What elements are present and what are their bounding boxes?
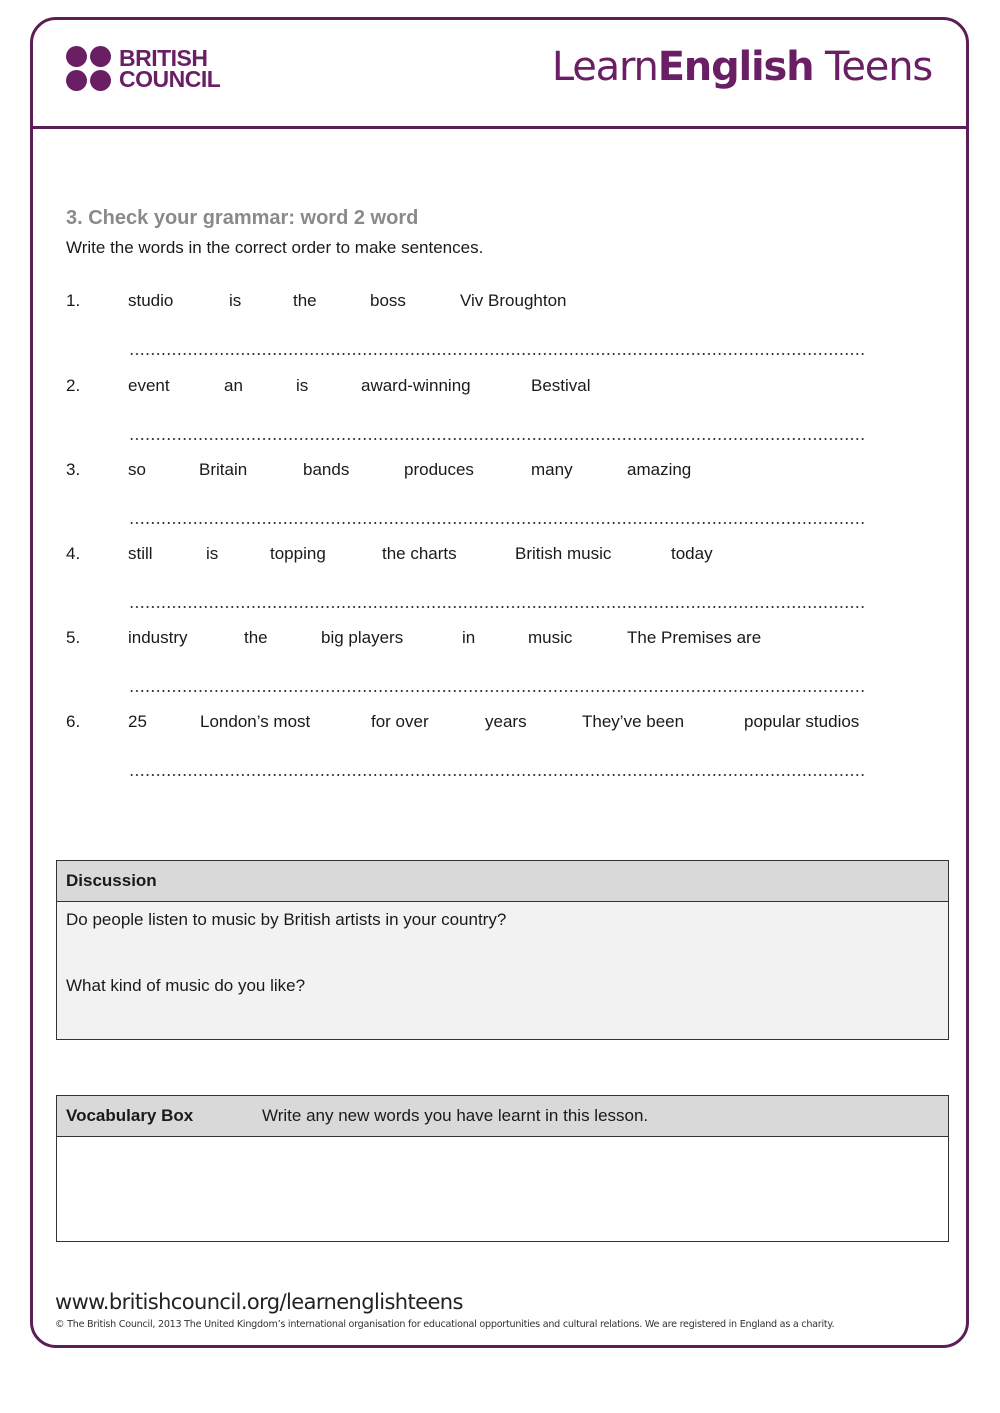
exercise-item-1 (66, 291, 946, 313)
exercise-item-2 (66, 376, 946, 398)
header-divider (30, 126, 969, 129)
word-tile: today (671, 544, 713, 563)
word-tile: still (128, 544, 153, 563)
exercise-item-4 (66, 544, 946, 566)
word-tile: Britain (199, 460, 248, 479)
word-tile: many (531, 460, 573, 479)
exercise-item-5 (66, 628, 946, 650)
discussion-box (56, 860, 949, 1040)
word-tile: bands (303, 460, 350, 479)
item-number: 4. (66, 544, 81, 563)
exercise-item-6 (66, 712, 946, 734)
logo-english: English (657, 44, 814, 90)
word-tile: so (128, 460, 146, 479)
footer-url[interactable]: www.britishcouncil.org/learnenglishteens (55, 1290, 463, 1314)
discussion-question-2: What kind of music do you like? (66, 976, 306, 995)
word-tile: music (528, 628, 573, 647)
answer-line-1[interactable] (129, 353, 864, 355)
answer-line-2[interactable] (129, 438, 864, 440)
discussion-header (57, 861, 948, 902)
word-tile: London’s most (200, 712, 311, 731)
discussion-body (57, 902, 948, 1039)
item-number: 5. (66, 628, 81, 647)
brand-line-2: COUNCIL (119, 65, 221, 92)
word-tile: British music (515, 544, 612, 563)
vocabulary-box (56, 1095, 949, 1242)
item-number: 3. (66, 460, 81, 479)
vocabulary-instruction: Write any new words you have learnt in this lesson. (262, 1106, 649, 1125)
word-tile: is (229, 291, 242, 310)
item-number: 6. (66, 712, 81, 731)
item-number: 1. (66, 291, 81, 310)
item-number: 2. (66, 376, 81, 395)
answer-line-4[interactable] (129, 606, 864, 608)
exercise-instruction: Write the words in the correct order to make sentences. (66, 238, 484, 257)
british-council-logo (66, 46, 220, 91)
word-tile: is (206, 544, 219, 563)
footer-copyright: © The British Council, 2013 The United Kingdom’s international organisation for educational opportunities and cultural relations. We are registered in England as a charity. (55, 1319, 835, 1330)
learnenglish-teens-logo (552, 44, 932, 90)
word-tile: topping (270, 544, 326, 563)
word-tile: is (296, 376, 309, 395)
word-tile: studio (128, 291, 174, 310)
answer-line-3[interactable] (129, 522, 864, 524)
word-tile: boss (370, 291, 406, 310)
brand-line-1: BRITISH (119, 44, 208, 71)
word-tile: the (244, 628, 268, 647)
word-tile: The Premises are (627, 628, 762, 647)
word-tile: popular studios (744, 712, 860, 731)
answer-line-6[interactable] (129, 774, 864, 776)
word-tile: produces (404, 460, 474, 479)
word-tile: event (128, 376, 170, 395)
vocabulary-writing-area[interactable] (57, 1137, 948, 1241)
word-tile: the (293, 291, 317, 310)
word-tile: the charts (382, 544, 457, 563)
word-tile: Bestival (531, 376, 591, 395)
discussion-question-1: Do people listen to music by British artists in your country? (66, 910, 507, 929)
word-tile: They’ve been (582, 712, 685, 731)
british-council-dots-icon (66, 46, 111, 91)
word-tile: 25 (128, 712, 147, 731)
word-tile: in (462, 628, 476, 647)
word-tile: years (485, 712, 527, 731)
vocabulary-title: Vocabulary Box (66, 1106, 194, 1125)
word-tile: an (224, 376, 243, 395)
word-tile: award-winning (361, 376, 471, 395)
word-tile: big players (321, 628, 404, 647)
word-tile: for over (371, 712, 429, 731)
logo-teens: Teens (813, 44, 932, 90)
vocabulary-header (57, 1096, 948, 1137)
logo-learn: Learn (551, 44, 658, 90)
answer-line-5[interactable] (129, 690, 864, 692)
word-tile: amazing (627, 460, 692, 479)
word-tile: Viv Broughton (460, 291, 567, 310)
discussion-title: Discussion (66, 871, 157, 890)
word-tile: industry (128, 628, 188, 647)
section-title: 3. Check your grammar: word 2 word (66, 207, 419, 229)
exercise-item-3 (66, 460, 946, 482)
